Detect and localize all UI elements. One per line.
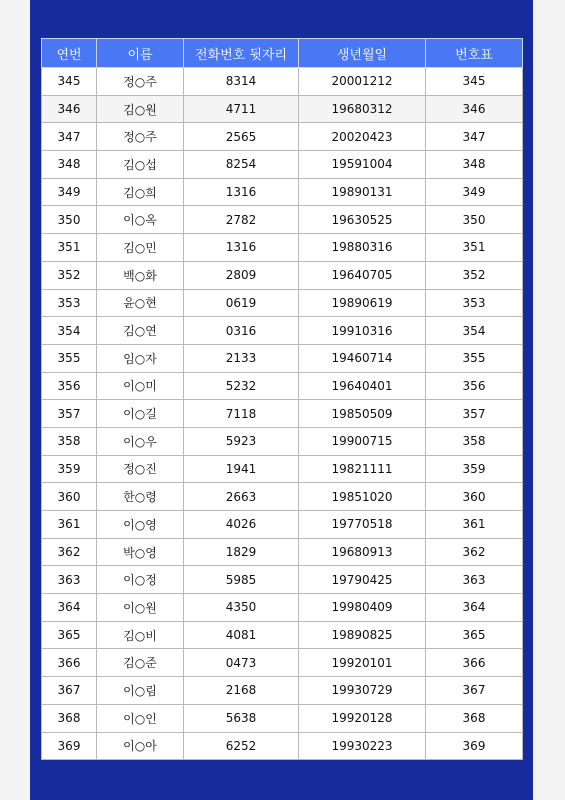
ticket-number-cell: 362: [426, 538, 523, 566]
name-cell: 이○옥: [97, 206, 184, 234]
table-row: [42, 732, 523, 760]
name-cell: 정○주: [97, 68, 184, 96]
name-cell: 이○림: [97, 677, 184, 705]
name-cell: 이○원: [97, 594, 184, 622]
ticket-number-cell: 364: [426, 594, 523, 622]
phone-last-digits-cell: 1316: [184, 178, 299, 206]
phone-last-digits-cell: 7118: [184, 400, 299, 428]
ticket-number-cell: 355: [426, 344, 523, 372]
serial-cell: 351: [42, 234, 97, 262]
name-cell: 박○영: [97, 538, 184, 566]
phone-last-digits-cell: 4711: [184, 95, 299, 123]
serial-cell: 365: [42, 621, 97, 649]
table-row: [42, 704, 523, 732]
name-cell: 이○정: [97, 566, 184, 594]
birthdate-cell: 19910316: [299, 317, 426, 345]
phone-last-digits-cell: 1829: [184, 538, 299, 566]
serial-cell: 367: [42, 677, 97, 705]
name-cell: 김○민: [97, 234, 184, 262]
birthdate-cell: 19460714: [299, 344, 426, 372]
birthdate-cell: 19920128: [299, 704, 426, 732]
name-cell: 김○연: [97, 317, 184, 345]
table-row: [42, 344, 523, 372]
phone-last-digits-cell: 2782: [184, 206, 299, 234]
table-row: [42, 289, 523, 317]
birthdate-cell: 20020423: [299, 123, 426, 151]
birthdate-cell: 19821111: [299, 455, 426, 483]
serial-cell: 352: [42, 261, 97, 289]
header-row: [42, 39, 523, 68]
ticket-number-cell: 363: [426, 566, 523, 594]
phone-last-digits-cell: 1316: [184, 234, 299, 262]
phone-last-digits-cell: 2809: [184, 261, 299, 289]
table-body: [42, 68, 523, 760]
column-header-ticket-number: 번호표: [426, 39, 523, 68]
serial-cell: 353: [42, 289, 97, 317]
name-cell: 김○비: [97, 621, 184, 649]
ticket-number-cell: 358: [426, 427, 523, 455]
serial-cell: 347: [42, 123, 97, 151]
phone-last-digits-cell: 5923: [184, 427, 299, 455]
birthdate-cell: 19920101: [299, 649, 426, 677]
phone-last-digits-cell: 4081: [184, 621, 299, 649]
table-row: [42, 206, 523, 234]
serial-cell: 357: [42, 400, 97, 428]
column-header-birthdate: 생년월일: [299, 39, 426, 68]
ticket-number-cell: 367: [426, 677, 523, 705]
serial-cell: 348: [42, 151, 97, 179]
phone-last-digits-cell: 5232: [184, 372, 299, 400]
serial-cell: 355: [42, 344, 97, 372]
serial-cell: 345: [42, 68, 97, 96]
table-row: [42, 317, 523, 345]
birthdate-cell: 19890619: [299, 289, 426, 317]
ticket-number-cell: 351: [426, 234, 523, 262]
table-row: [42, 178, 523, 206]
ticket-number-cell: 350: [426, 206, 523, 234]
table-row: [42, 234, 523, 262]
name-cell: 이○우: [97, 427, 184, 455]
birthdate-cell: 19680913: [299, 538, 426, 566]
name-cell: 이○길: [97, 400, 184, 428]
ticket-number-cell: 359: [426, 455, 523, 483]
ticket-number-cell: 360: [426, 483, 523, 511]
table-row: [42, 538, 523, 566]
birthdate-cell: 19680312: [299, 95, 426, 123]
phone-last-digits-cell: 2663: [184, 483, 299, 511]
ticket-number-cell: 353: [426, 289, 523, 317]
ticket-number-cell: 365: [426, 621, 523, 649]
serial-cell: 362: [42, 538, 97, 566]
phone-last-digits-cell: 4350: [184, 594, 299, 622]
table-row: [42, 400, 523, 428]
column-header-serial: 연번: [42, 39, 97, 68]
name-cell: 이○인: [97, 704, 184, 732]
serial-cell: 358: [42, 427, 97, 455]
serial-cell: 346: [42, 95, 97, 123]
serial-cell: 363: [42, 566, 97, 594]
birthdate-cell: 19890131: [299, 178, 426, 206]
ticket-number-cell: 368: [426, 704, 523, 732]
phone-last-digits-cell: 6252: [184, 732, 299, 760]
serial-cell: 356: [42, 372, 97, 400]
phone-last-digits-cell: 0316: [184, 317, 299, 345]
name-cell: 한○령: [97, 483, 184, 511]
birthdate-cell: 19591004: [299, 151, 426, 179]
ticket-number-cell: 345: [426, 68, 523, 96]
name-cell: 정○진: [97, 455, 184, 483]
phone-last-digits-cell: 5638: [184, 704, 299, 732]
ticket-number-cell: 354: [426, 317, 523, 345]
table-header: [42, 39, 523, 68]
ticket-number-cell: 347: [426, 123, 523, 151]
table-row: [42, 261, 523, 289]
birthdate-cell: 19890825: [299, 621, 426, 649]
table-row: [42, 677, 523, 705]
name-cell: 이○미: [97, 372, 184, 400]
birthdate-cell: 19640705: [299, 261, 426, 289]
serial-cell: 349: [42, 178, 97, 206]
ticket-number-cell: 366: [426, 649, 523, 677]
table-row: [42, 95, 523, 123]
serial-cell: 364: [42, 594, 97, 622]
birthdate-cell: 19640401: [299, 372, 426, 400]
serial-cell: 359: [42, 455, 97, 483]
phone-last-digits-cell: 2565: [184, 123, 299, 151]
name-cell: 김○섭: [97, 151, 184, 179]
ticket-number-cell: 352: [426, 261, 523, 289]
birthdate-cell: 19790425: [299, 566, 426, 594]
birthdate-cell: 19630525: [299, 206, 426, 234]
table-row: [42, 68, 523, 96]
name-cell: 백○화: [97, 261, 184, 289]
serial-cell: 354: [42, 317, 97, 345]
birthdate-cell: 19930223: [299, 732, 426, 760]
roster-table: [41, 38, 523, 760]
table-row: [42, 427, 523, 455]
name-cell: 정○주: [97, 123, 184, 151]
serial-cell: 350: [42, 206, 97, 234]
name-cell: 이○아: [97, 732, 184, 760]
birthdate-cell: 19770518: [299, 511, 426, 539]
ticket-number-cell: 349: [426, 178, 523, 206]
serial-cell: 361: [42, 511, 97, 539]
serial-cell: 369: [42, 732, 97, 760]
birthdate-cell: 19980409: [299, 594, 426, 622]
birthdate-cell: 20001212: [299, 68, 426, 96]
table-row: [42, 566, 523, 594]
serial-cell: 368: [42, 704, 97, 732]
serial-cell: 366: [42, 649, 97, 677]
ticket-number-cell: 357: [426, 400, 523, 428]
table-row: [42, 123, 523, 151]
birthdate-cell: 19880316: [299, 234, 426, 262]
phone-last-digits-cell: 0619: [184, 289, 299, 317]
name-cell: 김○준: [97, 649, 184, 677]
phone-last-digits-cell: 8314: [184, 68, 299, 96]
phone-last-digits-cell: 5985: [184, 566, 299, 594]
phone-last-digits-cell: 0473: [184, 649, 299, 677]
table-row: [42, 455, 523, 483]
ticket-number-cell: 361: [426, 511, 523, 539]
table-row: [42, 649, 523, 677]
column-header-name: 이름: [97, 39, 184, 68]
table-row: [42, 594, 523, 622]
birthdate-cell: 19850509: [299, 400, 426, 428]
table-row: [42, 483, 523, 511]
phone-last-digits-cell: 2133: [184, 344, 299, 372]
ticket-number-cell: 348: [426, 151, 523, 179]
name-cell: 윤○현: [97, 289, 184, 317]
name-cell: 김○희: [97, 178, 184, 206]
birthdate-cell: 19851020: [299, 483, 426, 511]
ticket-number-cell: 369: [426, 732, 523, 760]
name-cell: 임○자: [97, 344, 184, 372]
birthdate-cell: 19900715: [299, 427, 426, 455]
ticket-number-cell: 346: [426, 95, 523, 123]
column-header-phone-last-digits: 전화번호 뒷자리: [184, 39, 299, 68]
phone-last-digits-cell: 1941: [184, 455, 299, 483]
phone-last-digits-cell: 8254: [184, 151, 299, 179]
table-row: [42, 372, 523, 400]
phone-last-digits-cell: 2168: [184, 677, 299, 705]
ticket-number-cell: 356: [426, 372, 523, 400]
serial-cell: 360: [42, 483, 97, 511]
name-cell: 이○영: [97, 511, 184, 539]
table-row: [42, 621, 523, 649]
birthdate-cell: 19930729: [299, 677, 426, 705]
table-row: [42, 151, 523, 179]
table-row: [42, 511, 523, 539]
phone-last-digits-cell: 4026: [184, 511, 299, 539]
name-cell: 김○원: [97, 95, 184, 123]
